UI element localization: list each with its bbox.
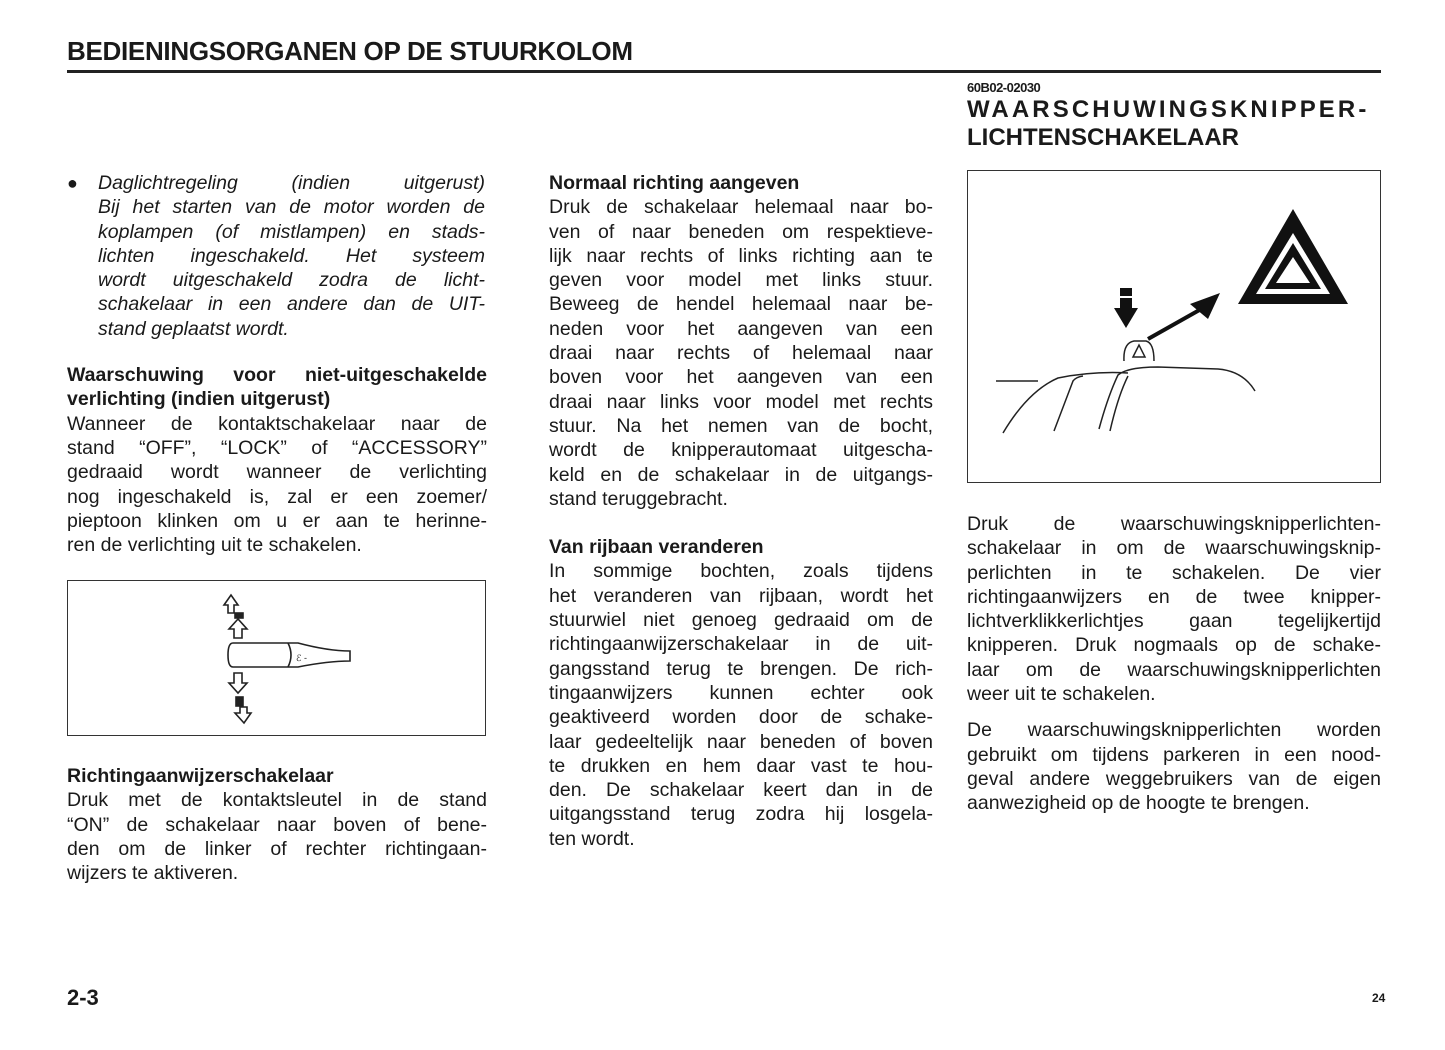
text-line: richtingaanwijzers en de twee knipper- <box>967 585 1381 608</box>
text-line: lijk naar rechts of links richting aan te <box>549 244 933 267</box>
daylight-paragraph <box>98 171 485 341</box>
text-line: laar gedeeltelijk naar beneden of boven <box>549 730 933 753</box>
text-line: draai naar links voor model met rechts <box>549 390 933 413</box>
text-line: Waarschuwing voor niet-uitgeschakelde <box>67 364 487 387</box>
text-line: draai naar rechts of helemaal naar <box>549 342 933 365</box>
text-line: ten wordt. <box>549 827 635 850</box>
section-title <box>967 96 1369 152</box>
section-title-line-2: LICHTENSCHAKELAAR <box>967 124 1239 151</box>
text-line: knipperen. Druk nogmaals op de schake- <box>967 634 1381 657</box>
arrow-icon <box>1190 293 1220 319</box>
text-line: lichtverklikkerlichtjes gaan tegelijkertijd <box>967 610 1381 633</box>
lane-change-body <box>549 559 933 851</box>
warning-body <box>67 412 487 558</box>
left-column <box>67 171 487 557</box>
text-line: stand “OFF”, “LOCK” of “ACCESSORY” <box>67 436 487 459</box>
text-line: geven voor model met links stuur. <box>549 269 933 292</box>
text-line: Druk de waarschuwingsknipperlichten- <box>967 513 1381 535</box>
text-line: De waarschuwingsknipperlichten worden <box>967 719 1381 742</box>
text-line: boven voor het aangeven van een <box>549 366 933 389</box>
header-rule <box>67 70 1381 73</box>
hazard-body-2 <box>967 718 1381 815</box>
text-line: Bij het starten van de motor worden de <box>98 196 485 219</box>
text-line: gebruikt om tijdens parkeren in een nood- <box>967 743 1381 766</box>
text-line: weer uit te schakelen. <box>967 683 1156 706</box>
text-line: neden voor het aangeven van een <box>549 317 933 340</box>
text-line: verlichting (indien uitgerust) <box>67 388 331 411</box>
hazard-switch-illustration <box>968 171 1380 482</box>
text-line: geaktiveerd worden door de schake- <box>549 706 933 729</box>
text-line: stand geplaatst wordt. <box>98 317 289 340</box>
text-line: wijzers te aktiveren. <box>67 862 239 885</box>
text-line: In sommige bochten, zoals tijdens <box>549 560 933 583</box>
text-line: uitgangsstand terug zodra hij losgela- <box>549 803 933 826</box>
press-arrow-icon <box>1114 288 1138 328</box>
section-code: 60B02-02030 <box>967 80 1041 95</box>
right-column-text <box>967 512 1381 816</box>
text-line: geval andere weggebruikers van de eigen <box>967 767 1381 790</box>
section-title-line-1: WAARSCHUWINGSKNIPPER- <box>967 96 1370 123</box>
text-line: stuur. Na het nemen van de bocht, <box>549 414 933 437</box>
bullet-icon: ● <box>67 173 78 193</box>
text-line: keld en de schakelaar in de uitgangs- <box>549 463 933 486</box>
turn-signal-lever-figure <box>67 580 486 736</box>
text-line: “ON” de schakelaar naar boven of bene- <box>67 813 487 836</box>
page-number-right: 24 <box>1372 991 1386 1005</box>
page-title: BEDIENINGSORGANEN OP DE STUURKOLOM <box>67 36 633 66</box>
text-line: koplampen (of mistlampen) en stads- <box>98 220 485 243</box>
text-line: richtingaanwijzerschakelaar in de uit- <box>549 633 933 656</box>
hazard-triangle-icon <box>1238 209 1348 304</box>
text-line: tingaanwijzers kunnen echter ook <box>549 681 933 704</box>
text-line: aanwezigheid op de hoogte te brengen. <box>967 792 1310 815</box>
text-line: schakelaar in om de waarschuwingsknip- <box>967 537 1381 560</box>
turn-signal-section <box>67 764 487 885</box>
text-line: perlichten in te schakelen. De vier <box>967 561 1381 584</box>
hazard-switch-figure <box>967 170 1381 483</box>
text-line: wordt uitgeschakeld zodra de licht- <box>98 269 485 292</box>
text-line: laar om de waarschuwingsknipperlichten <box>967 658 1381 681</box>
turn-signal-heading: Richtingaanwijzerschakelaar <box>67 765 334 787</box>
page-number-left: 2-3 <box>67 985 99 1010</box>
text-line: ven of naar beneden om respektieve- <box>549 220 933 243</box>
text-line: nog ingeschakeld is, zal er een zoemer/ <box>67 485 487 508</box>
text-line: het veranderen van rijbaan, wordt het <box>549 584 933 607</box>
text-line: gedraaid wordt wanneer de verlichting <box>67 461 487 484</box>
normal-signal-body <box>549 195 933 511</box>
text-line: Daglichtregeling (indien uitgerust) <box>98 172 485 194</box>
text-line: wordt de knipperautomaat uitgescha- <box>549 439 933 462</box>
text-line: den om de linker of rechter richtingaan- <box>67 837 487 860</box>
text-line: gangsstand terug te brengen. De rich- <box>549 657 933 680</box>
text-line: Beweeg de hendel helemaal naar be- <box>549 293 933 316</box>
text-line: schakelaar in een andere dan de UIT- <box>98 293 485 316</box>
turn-signal-lever-icon <box>68 581 485 735</box>
text-line: Druk de schakelaar helemaal naar bo- <box>549 196 933 219</box>
turn-signal-body <box>67 788 487 885</box>
text-line: stand teruggebracht. <box>549 487 728 510</box>
text-line: Druk met de kontaktsleutel in de stand <box>67 789 487 812</box>
text-line: Wanneer de kontaktschakelaar naar de <box>67 412 487 435</box>
normal-signal-heading: Normaal richting aangeven <box>549 172 800 194</box>
text-line: lichten ingeschakeld. Het systeem <box>98 244 485 267</box>
text-line: den. De schakelaar keert dan in de <box>549 779 933 802</box>
warning-heading <box>67 363 487 412</box>
middle-column <box>549 171 933 851</box>
text-line: te drukken en hem daar vast te hou- <box>549 754 933 777</box>
hazard-body-1 <box>967 512 1381 706</box>
text-line: stuurwiel niet genoeg gedraaid om de <box>549 609 933 632</box>
lane-change-heading: Van rijbaan veranderen <box>549 536 764 559</box>
text-line: pieptoon klinken om u er aan te herinne- <box>67 509 487 532</box>
svg-text:ℰ -: ℰ - <box>296 653 307 663</box>
text-line: ren de verlichting uit te schakelen. <box>67 534 362 557</box>
